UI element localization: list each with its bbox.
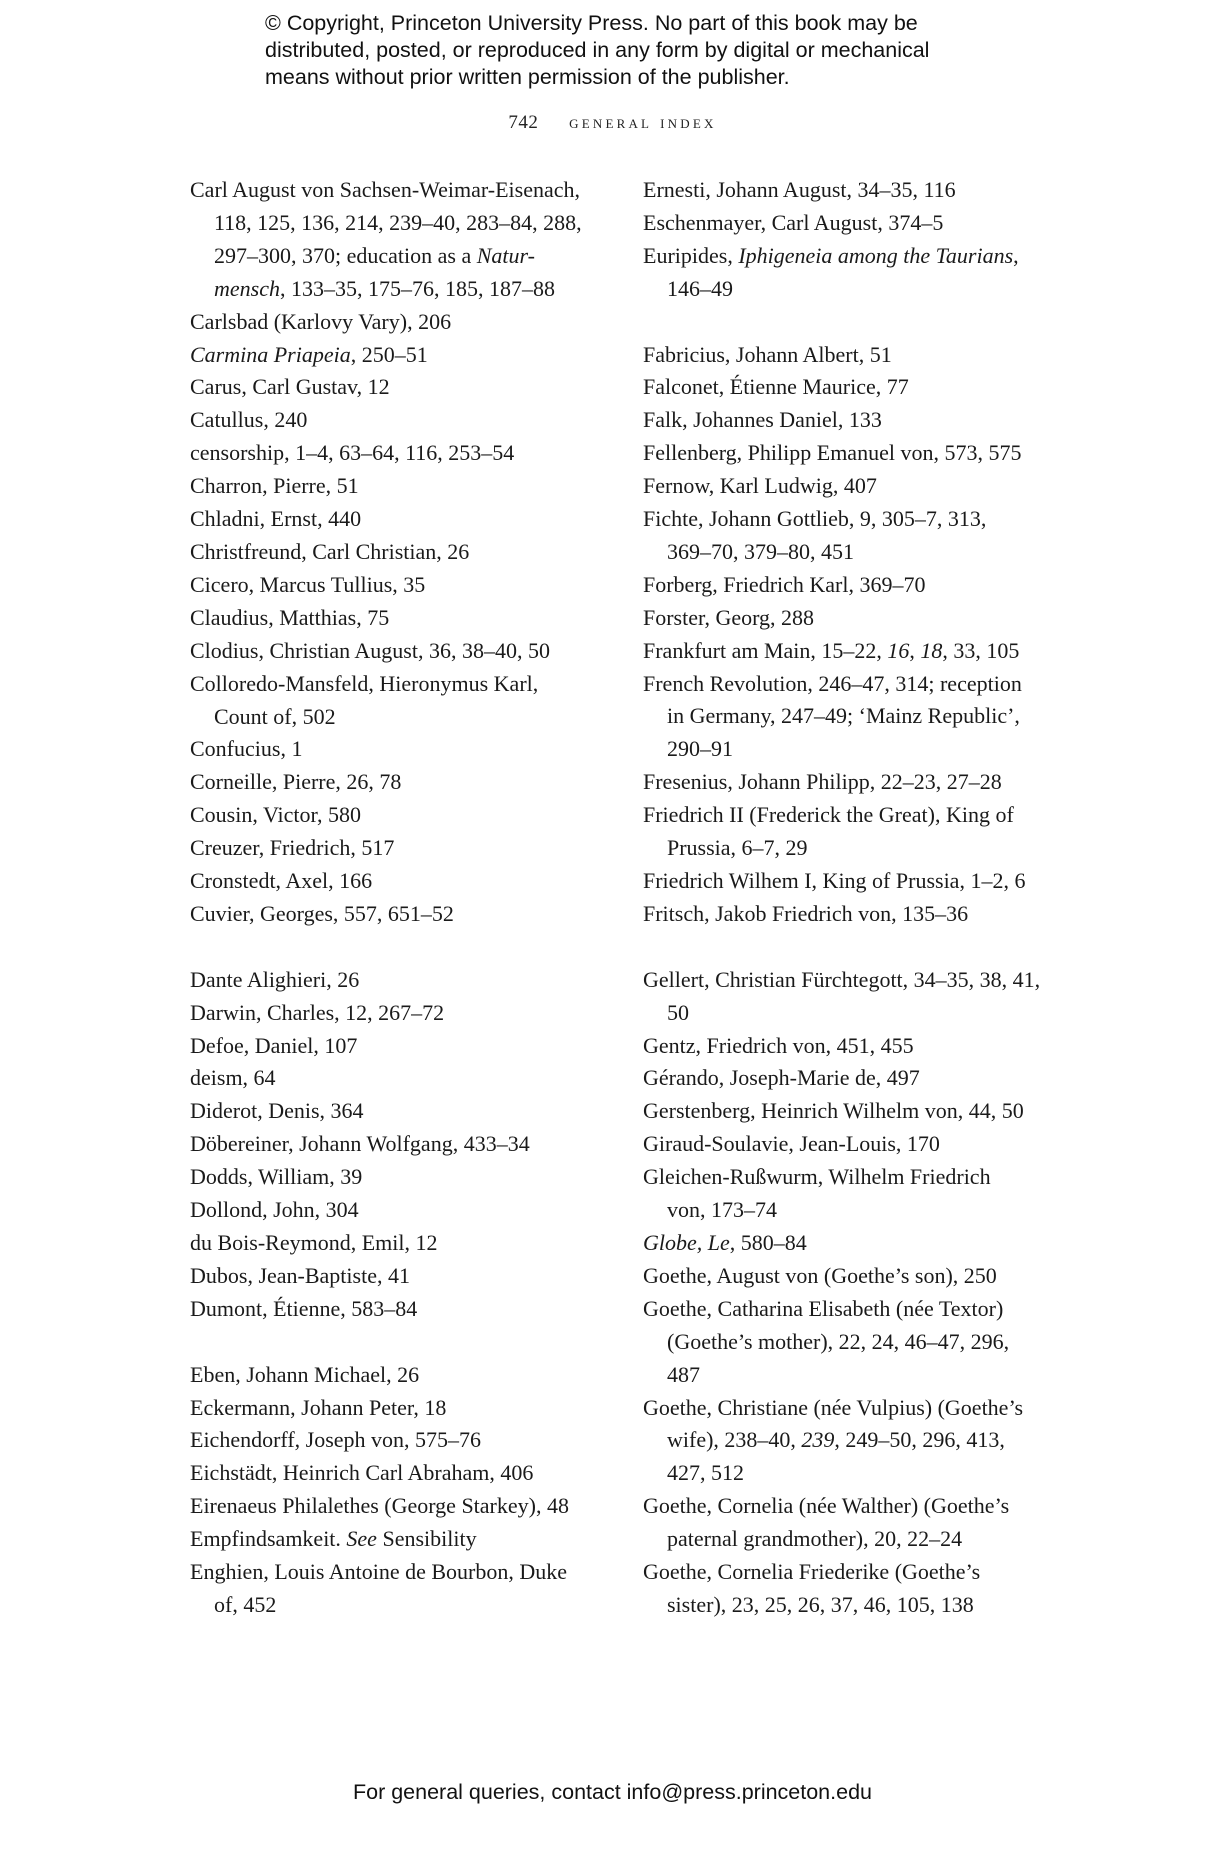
index-entry: Enghien, Louis Antoine de Bourbon, Duke of, 452 [190, 1559, 568, 1617]
index-entry: Corneille, Pierre, 26, 78 [190, 769, 402, 795]
index-entry: Fritsch, Jakob Friedrich von, 135–36 [643, 900, 969, 926]
index-entry: Eschenmayer, Carl August, 374–5 [643, 209, 944, 235]
index-entry: Eckermann, Johann Peter, 18 [190, 1394, 447, 1420]
index-entry: Fresenius, Johann Philipp, 22–23, 27–28 [643, 769, 1002, 795]
index-entry: Gérando, Joseph-Marie de, 497 [643, 1065, 920, 1091]
index-entry: Carl August von Sachsen-Weimar-Eisenach, 118, 125, 136, 214, 239–40, 283–84, 288, 297–300, 370; education as a Natur- mensch, 133–35, 175–76, 185, 187–88 [190, 177, 582, 301]
footer-contact: For general queries, contact info@press.princeton.edu [352, 1780, 872, 1804]
page-number: 742 [508, 112, 539, 133]
index-entry: Falconet, Étienne Maurice, 77 [643, 374, 909, 400]
index-column-right [643, 174, 1063, 1622]
index-entry: Gentz, Friedrich von, 451, 455 [643, 1032, 914, 1058]
section-gap [643, 931, 1063, 964]
index-entry: Ernesti, Johann August, 34–35, 116 [643, 177, 956, 202]
index-entry: Falk, Johannes Daniel, 133 [643, 407, 882, 433]
page-title: general index [569, 112, 717, 133]
index-entry: Dubos, Jean-Baptiste, 41 [190, 1262, 410, 1288]
index-entry: Cuvier, Georges, 557, 651–52 [190, 900, 454, 926]
index-entry: Cousin, Victor, 580 [190, 802, 361, 828]
copyright-line: distributed, posted, or reproduced in any form by digital or mechanical [265, 38, 930, 62]
index-entry: Fichte, Johann Gottlieb, 9, 305–7, 313, 369–70, 379–80, 451 [643, 506, 987, 564]
index-entry: Gerstenberg, Heinrich Wilhelm von, 44, 50 [643, 1098, 1024, 1124]
index-entry: Dodds, William, 39 [190, 1164, 363, 1190]
section-gap [190, 931, 610, 964]
index-entry: Fernow, Karl Ludwig, 407 [643, 473, 877, 499]
index-entry: Cronstedt, Axel, 166 [190, 868, 373, 894]
running-head [0, 112, 1225, 134]
index-entry: Eichendorff, Joseph von, 575–76 [190, 1427, 482, 1453]
index-entry: Fabricius, Johann Albert, 51 [643, 341, 892, 367]
index-entry: Dante Alighieri, 26 [190, 966, 360, 992]
index-entry: Forster, Georg, 288 [643, 604, 815, 630]
index-entry: Charron, Pierre, 51 [190, 473, 359, 499]
copyright-line: © Copyright, Princeton University Press. No part of this book may be [265, 11, 918, 35]
index-entry: censorship, 1–4, 63–64, 116, 253–54 [190, 440, 515, 466]
index-entry: Claudius, Matthias, 75 [190, 604, 390, 630]
index-entry: Eirenaeus Philalethes (George Starkey), 48 [190, 1493, 569, 1519]
index-entry: Clodius, Christian August, 36, 38–40, 50 [190, 637, 550, 663]
index-entry: Friedrich II (Frederick the Great), King of Prussia, 6–7, 29 [643, 802, 1014, 861]
index-column-left [190, 174, 610, 1622]
copyright-notice [265, 10, 985, 91]
index-entry: Catullus, 240 [190, 407, 308, 433]
index-entry: Creuzer, Friedrich, 517 [190, 835, 395, 861]
index-entry: Giraud-Soulavie, Jean-Louis, 170 [643, 1131, 940, 1157]
index-entry: Goethe, Cornelia (née Walther) (Goethe’s paternal grandmother), 20, 22–24 [643, 1493, 1010, 1552]
index-entry: Döbereiner, Johann Wolfgang, 433–34 [190, 1131, 530, 1157]
index-entry: Dumont, Étienne, 583–84 [190, 1295, 418, 1321]
section-gap [643, 306, 1063, 339]
index-entry: Carus, Carl Gustav, 12 [190, 374, 390, 400]
index-entry: du Bois-Reymond, Emil, 12 [190, 1229, 438, 1255]
index-entry: Euripides, Iphigeneia among the Taurians, 146–49 [643, 242, 1019, 301]
index-entry: Colloredo-Mansfeld, Hieronymus Karl, Count of, 502 [190, 670, 539, 729]
index-entry: Chladni, Ernst, 440 [190, 506, 362, 532]
index-entry: Carlsbad (Karlovy Vary), 206 [190, 308, 452, 334]
index-entry: Friedrich Wilhem I, King of Prussia, 1–2, 6 [643, 868, 1026, 894]
index-entry: Diderot, Denis, 364 [190, 1098, 364, 1124]
section-gap [190, 1326, 610, 1359]
index-entry: Frankfurt am Main, 15–22, 16, 18, 33, 105 [643, 637, 1020, 663]
index-entry: Globe, Le, 580–84 [643, 1229, 807, 1255]
index-entry: Goethe, Cornelia Friederike (Goethe’s sister), 23, 25, 26, 37, 46, 105, 138 [643, 1559, 981, 1617]
index-entry: Christfreund, Carl Christian, 26 [190, 538, 470, 564]
index-entry: Dollond, John, 304 [190, 1197, 359, 1223]
index-entry: Eben, Johann Michael, 26 [190, 1361, 420, 1387]
index-entry: Goethe, August von (Goethe’s son), 250 [643, 1262, 997, 1288]
index-entry: French Revolution, 246–47, 314; reception in Germany, 247–49; ‘Mainz Republic’, 290–91 [643, 670, 1022, 762]
index-entry: deism, 64 [190, 1065, 276, 1091]
index-entry: Goethe, Christiane (née Vulpius) (Goethe’s wife), 238–40, 239, 249–50, 296, 413, 427, 512 [643, 1394, 1024, 1486]
index-entry: Goethe, Catharina Elisabeth (née Textor) (Goethe’s mother), 22, 24, 46–47, 296, 487 [643, 1295, 1010, 1387]
index-entry: Empfindsamkeit. See Sensibility [190, 1526, 477, 1552]
index-entry: Defoe, Daniel, 107 [190, 1032, 358, 1058]
index-entry: Darwin, Charles, 12, 267–72 [190, 999, 445, 1025]
index-entry: Cicero, Marcus Tullius, 35 [190, 571, 426, 597]
index-entry: Confucius, 1 [190, 736, 303, 762]
index-entry: Eichstädt, Heinrich Carl Abraham, 406 [190, 1460, 534, 1486]
index-entry: Fellenberg, Philipp Emanuel von, 573, 575 [643, 440, 1022, 466]
index-entry: Gellert, Christian Fürchtegott, 34–35, 38, 41, 50 [643, 966, 1041, 1025]
index-entry: Gleichen-Rußwurm, Wilhelm Friedrich von, 173–74 [643, 1164, 991, 1223]
copyright-line: means without prior written permission of the publisher. [265, 65, 790, 89]
index-entry: Carmina Priapeia, 250–51 [190, 341, 428, 367]
index-entry: Forberg, Friedrich Karl, 369–70 [643, 571, 926, 597]
